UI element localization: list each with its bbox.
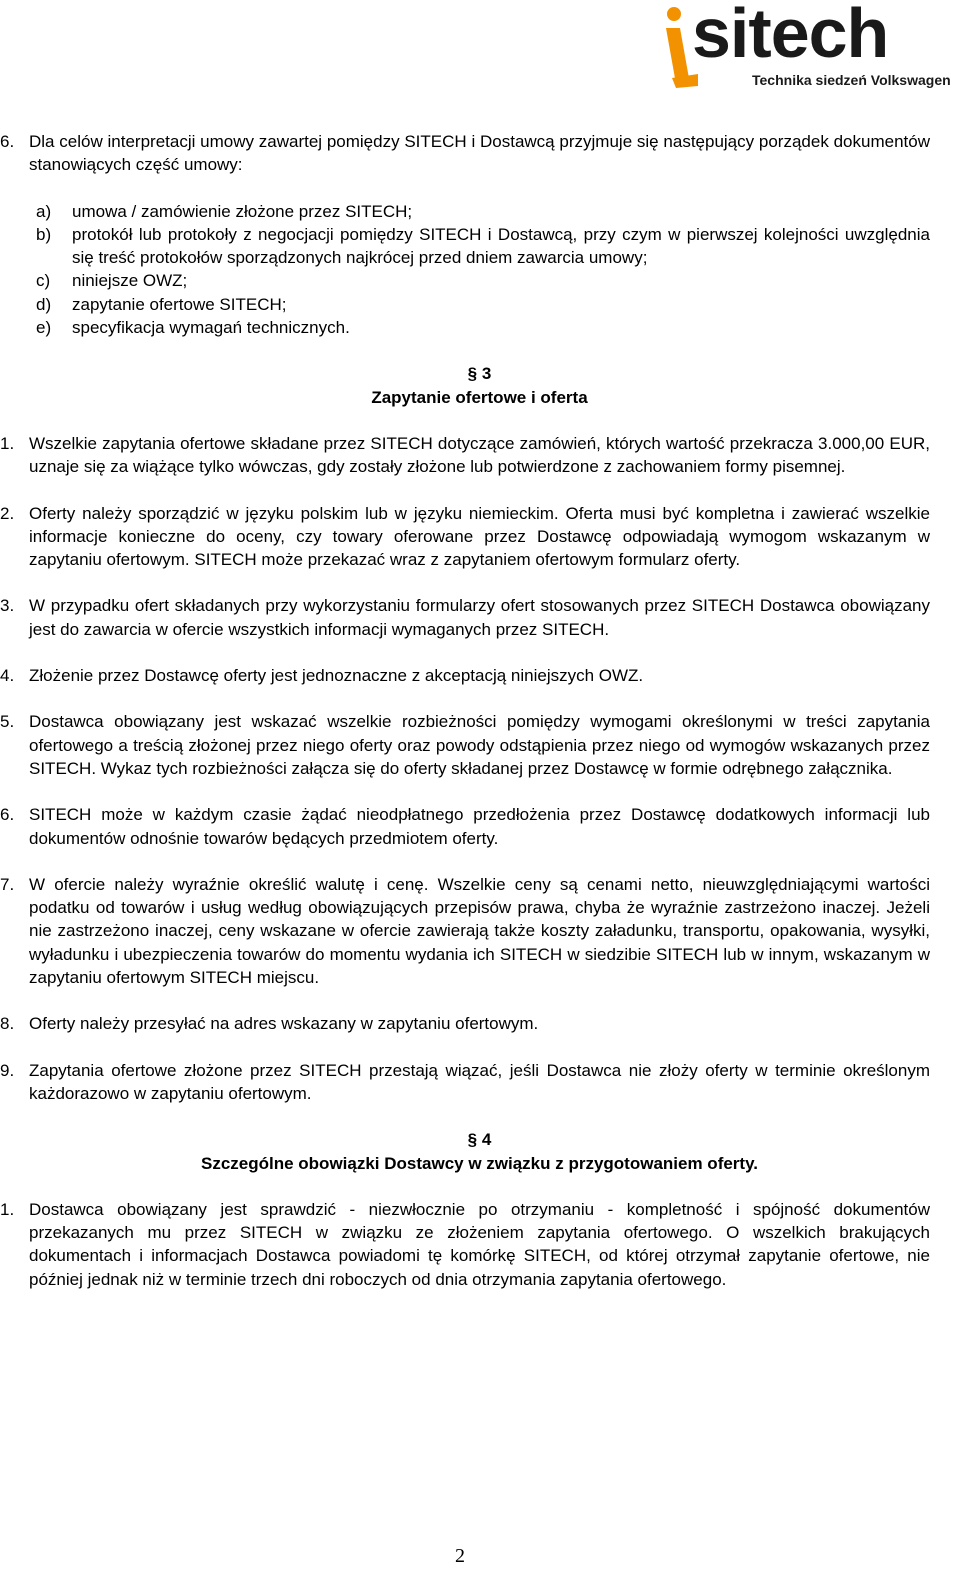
section-title: Szczególne obowiązki Dostawcy w związku z przygotowaniem oferty. [200,1153,758,1173]
paragraph [0,432,930,479]
section-title: Zapytanie ofertowe i oferta [371,387,588,407]
list-text: specyfikacja wymagań technicznych. [72,318,350,338]
logo-tagline: Technika siedzeń Volkswagen [752,72,951,88]
document-order-list [0,200,930,340]
paragraph [0,803,930,850]
paragraph [0,594,930,641]
paragraph-text: W ofercie należy wyraźnie określić walutę i cenę. Wszelkie ceny są cenami netto, nieuwzględniającymi wartości podatku od towarów i usług według obowiązujących przepisów prawa, chyba że wyraźnie zastrzeżono inaczej. Jeżeli nie zastrzeżono inaczej, ceny wskazane w ofercie zawierają także koszty załadunku, transportu, opakowania, wysyłki, wyładunku i ubezpieczenia towarów do momentu wydania ich SITECH w siedzibie SITECH lub w innym, wskazanym w zapytaniu ofertowym SITECH miejscu. [29,874,930,988]
paragraph-text: Dla celów interpretacji umowy zawartej pomiędzy SITECH i Dostawcą przyjmuje się następujący porządek dokumentów stanowiących część umowy: [29,132,930,175]
section-4-heading [0,1128,930,1175]
paragraph-text: SITECH może w każdym czasie żądać nieodpłatnego przedłożenia przez Dostawcę dodatkowych informacji lub dokumentów odnośnie towarów będących przedmiotem oferty. [29,805,930,848]
list-text: protokół lub protokoły z negocjacji pomiędzy SITECH i Dostawcą, przy czym w pierwszej kolejności uwzględnia się treść protokołów sporządzonych najkrócej przed dniem zawarcia umowy; [72,224,930,268]
list-letter: d) [36,294,52,314]
paragraph-number: 9. [0,1060,15,1080]
paragraph-number: 2. [0,503,15,523]
paragraph-text: Oferty należy sporządzić w języku polskim lub w języku niemieckim. Oferta musi być kompletna i zawierać wszelkie informacje konieczne do oceny, czy towary oferowane przez Dostawcę odpowiadają wymogom wskazanym w zapytaniu ofertowym. SITECH może przekazać wraz z zapytaniem ofertowym formularz oferty. [29,503,930,570]
document-body [0,130,930,1314]
paragraph-text: Oferty należy przesyłać na adres wskazany w zapytaniu ofertowym. [29,1014,539,1034]
list-text: umowa / zamówienie złożone przez SITECH; [72,201,413,221]
list-text: zapytanie ofertowe SITECH; [72,294,287,314]
paragraph-number: 1. [0,1199,15,1219]
paragraph-number: 6. [0,805,15,825]
page-number: 2 [455,1545,465,1567]
paragraph-number: 8. [0,1014,15,1034]
paragraph-number: 3. [0,596,15,616]
paragraph [0,710,930,780]
list-item [0,223,930,270]
paragraph-number: 1. [0,433,15,453]
list-letter: c) [36,271,51,291]
paragraph-6-section-2 [0,130,930,177]
paragraph-text: Zapytania ofertowe złożone przez SITECH przestają wiązać, jeśli Dostawca nie złoży oferty w terminie określonym każdorazowo w zapytaniu ofertowym. [29,1060,930,1103]
paragraph-number: 4. [0,666,15,686]
list-item [0,269,930,292]
paragraph-text: W przypadku ofert składanych przy wykorzystaniu formularzy ofert stosowanych przez SITECH Dostawca obowiązany jest do zawarcia w ofercie wszystkich informacji wymaganych przez SITECH. [29,596,930,639]
paragraph-number: 7. [0,874,15,894]
paragraph [0,1198,930,1291]
list-item [0,316,930,339]
section-symbol: § 3 [467,364,492,384]
logo-wordmark: sitech [692,0,889,72]
paragraph [0,664,930,687]
sitech-logo [662,0,952,92]
list-letter: b) [36,224,52,244]
list-item [0,200,930,223]
paragraph-text: Złożenie przez Dostawcę oferty jest jednoznaczne z akceptacją niniejszych OWZ. [29,666,644,686]
paragraph-text: Wszelkie zapytania ofertowe składane przez SITECH dotyczące zamówień, których wartość przekracza 3.000,00 EUR, uznaje się za wiążące tylko wówczas, gdy zostały złożone lub potwierdzone z zachowaniem formy pisemnej. [29,433,930,477]
section-symbol: § 4 [467,1130,492,1150]
paragraph [0,502,930,572]
paragraph [0,1012,930,1035]
list-letter: a) [36,201,52,221]
paragraph-number: 6. [0,132,15,151]
paragraph [0,873,930,989]
paragraph-number: 5. [0,712,15,732]
list-item [0,293,930,316]
paragraph-text: Dostawca obowiązany jest wskazać wszelkie rozbieżności pomiędzy wymogami określonymi w treści zapytania ofertowego a treścią złożonej przez niego oferty oraz powody odstąpienia przez niego od wymogów wskazanych przez SITECH. Wykaz tych rozbieżności załącza się do oferty składanej przez Dostawcę w formie odrębnego załącznika. [29,712,930,778]
paragraph-text: Dostawca obowiązany jest sprawdzić - niezwłocznie po otrzymaniu - kompletność i spójność dokumentów przekazanych mu przez SITECH w związku ze złożeniem zapytania ofertowego. O wszelkich brakujących dokumentach i informacjach Dostawca powiadomi tę komórkę SITECH, od której otrzymał zapytanie ofertowe, nie później jednak niż w terminie trzech dni roboczych od dnia otrzymania zapytania ofertowego. [29,1199,930,1289]
section-3-heading [0,362,930,409]
list-letter: e) [36,318,52,338]
paragraph [0,1059,930,1106]
list-text: niniejsze OWZ; [72,271,188,291]
